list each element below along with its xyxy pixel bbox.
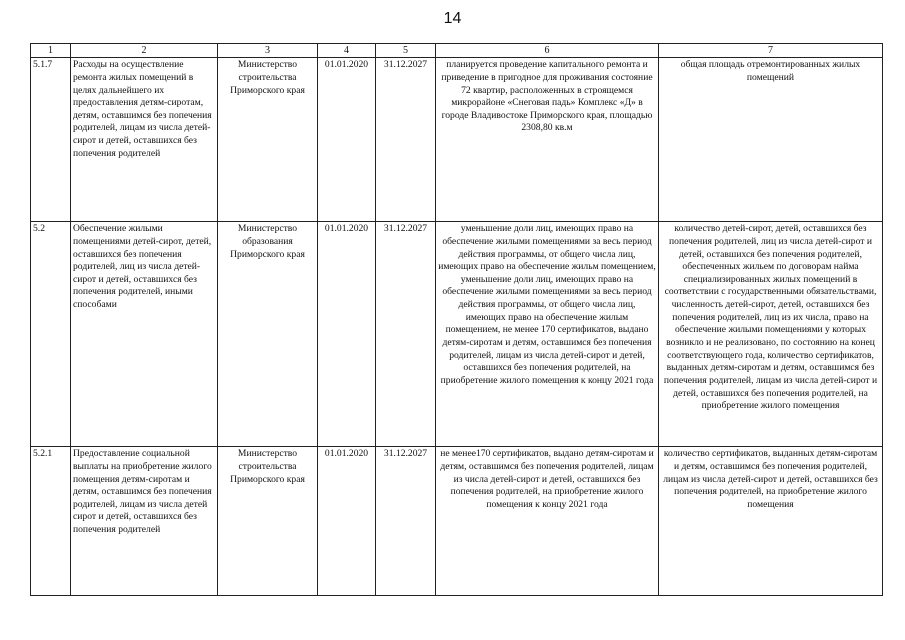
start-date: 01.01.2020 (318, 222, 376, 447)
item-number: 5.2 (31, 222, 71, 447)
end-date: 31.12.2027 (376, 58, 436, 222)
end-date: 31.12.2027 (376, 447, 436, 596)
table-row (31, 447, 883, 596)
activity-name: Предоставление социальной выплаты на приобретение жилого помещения детям-сиротам и детям, оставшимся без попечения родителей, лицам из числа детей сирот и детей, оставшихся без попечения родителей (71, 447, 218, 596)
indicator: общая площадь отремонтированных жилых помещений (659, 58, 883, 222)
column-number-header-row (31, 44, 883, 58)
table-row (31, 58, 883, 222)
item-number: 5.2.1 (31, 447, 71, 596)
responsible-executor: Министерство образования Приморского края (218, 222, 318, 447)
responsible-executor: Министерство строительства Приморского края (218, 447, 318, 596)
responsible-executor: Министерство строительства Приморского края (218, 58, 318, 222)
column-header: 6 (436, 44, 659, 58)
table-row (31, 222, 883, 447)
column-header: 4 (318, 44, 376, 58)
column-header: 1 (31, 44, 71, 58)
expected-result: не менее170 сертификатов, выдано детям-сиротам и детям, оставшимся без попечения родителей, лицам из числа детей-сирот и детей, оставшихся без попечения родителей, на приобретение жилого помещения к концу 2021 года (436, 447, 659, 596)
page-number: 14 (443, 10, 462, 27)
expected-result: планируется проведение капитального ремонта и приведение в пригодное для проживания состояние 72 квартир, расположенных в строящемся микрорайоне «Снеговая падь» Комплекс «Д» в городе Владивостоке Приморского края, площадью 2308,80 кв.м (436, 58, 659, 222)
activity-name: Расходы на осуществление ремонта жилых помещений в целях дальнейшего их предоставления детям-сиротам, детям, оставшимся без попечения родителей, лицам из числа детей-сирот и детей, оставшихся без попечения родителей (71, 58, 218, 222)
expected-result: уменьшение доли лиц, имеющих право на обеспечение жилыми помещениями за весь период действия программы, от общего числа лиц, имеющих право на обеспечение жильм помещением, уменьшение доли лиц, имеющих право на обеспечение жилыми помещениями за весь период действия программы, от общего числа лиц, имеющих право на обеспечение жилым помещением, не менее 170 сертификатов, выдано детям-сиротам и детям, оставшимся без попечения родителей, лицам из числа детей-сирот и детей, оставшихся без попечения родителей, на приобретение жилого помещения к концу 2021 года (436, 222, 659, 447)
column-header: 2 (71, 44, 218, 58)
indicator: количество детей-сирот, детей, оставшихся без попечения родителей, лиц из числа детей-сирот и детей, оставшихся без попечения родителей, обеспеченных жильем по договорам найма специализированных жилых помещений в соответствии с государственными обязательствами, численность детей-сирот, детей, оставшихся без попечения родителей, лиц из их числа, право на обеспечение жилыми помещениями у которых возникло и не реализовано, по состоянию на конец соответствующего года, количество сертификатов, выданных детям-сиротам и детям, оставшимся без попечения родителей, лицам из числа детей-сирот и детей, оставшихся без попечения родителей, на приобретение жилого помещения (659, 222, 883, 447)
activity-name: Обеспечение жилыми помещениями детей-сирот, детей, оставшихся без попечения родителей, лиц из числа детей-сирот и детей, оставшихся без попечения родителей, иными способами (71, 222, 218, 447)
item-number: 5.1.7 (31, 58, 71, 222)
program-activities-table (30, 43, 883, 596)
start-date: 01.01.2020 (318, 447, 376, 596)
indicator: количество сертификатов, выданных детям-сиротам и детям, оставшимся без попечения родителей, лицам из числа детей-сирот и детей, оставшихся без попечения родителей, на приобретение жилого помещения (659, 447, 883, 596)
start-date: 01.01.2020 (318, 58, 376, 222)
column-header: 3 (218, 44, 318, 58)
end-date: 31.12.2027 (376, 222, 436, 447)
column-header: 7 (659, 44, 883, 58)
column-header: 5 (376, 44, 436, 58)
